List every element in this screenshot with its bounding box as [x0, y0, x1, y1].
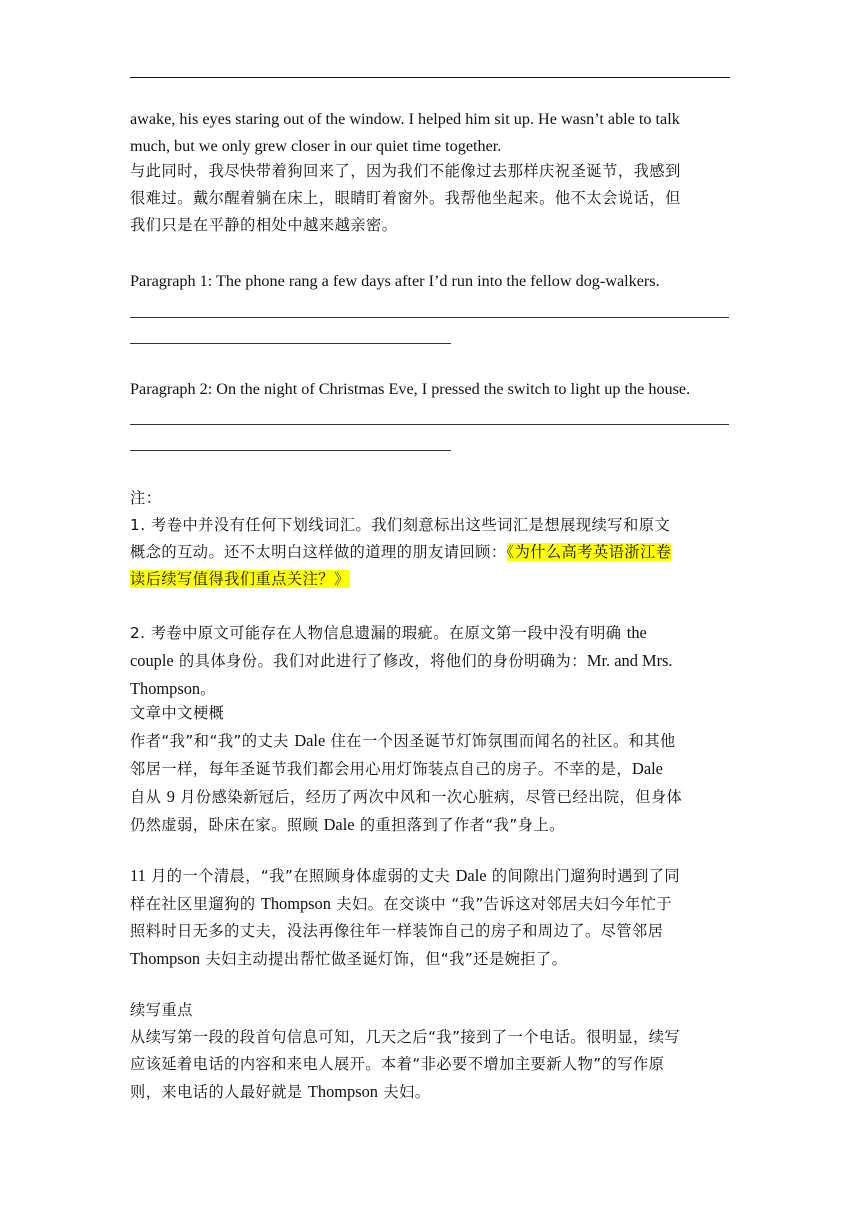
focus-line [130, 1078, 730, 1106]
summary-text-en: 9 [166, 787, 175, 806]
summary-line [130, 811, 730, 839]
notes-label: 注： [130, 489, 162, 507]
summary-line [130, 890, 730, 918]
notes-section [130, 485, 730, 593]
summary-line [130, 727, 730, 755]
story-en-line: awake, his eyes staring out of the window. I helped him sit up. He wasn’t able to talk [130, 110, 680, 128]
highlighted-link[interactable]: 《为什么高考英语浙江卷 [506, 543, 672, 561]
story-en-line: much, but we only grew closer in our quiet time together. [130, 137, 502, 155]
story-zh-line: 很难过。戴尔醒着躺在床上，眼睛盯着窗外。我帮他坐起来。他不太会说话，但 [130, 189, 681, 207]
summary-text-en: Dale [294, 731, 326, 750]
summary-text: 夫妇。在交谈中 “我”告诉这对邻居夫妇今年忙于 [330, 895, 673, 913]
note-text-en: couple [130, 651, 174, 670]
summary-text: 住在一个因圣诞节灯饰氛围而闻名的社区。和其他 [325, 732, 676, 750]
story-chinese [130, 158, 730, 239]
summary-text: 样在社区里遛狗的 [130, 895, 261, 913]
summary-line [130, 945, 730, 973]
summary-text-en: Dale [323, 815, 355, 834]
paragraph-2-prompt [130, 376, 730, 403]
summary-line: 照料时日无多的丈夫，没法再像往年一样装饰自己的房子和周边了。尽管邻居 [130, 922, 664, 940]
summary-text-en: Dale [632, 759, 663, 778]
note-text-en: the [626, 623, 647, 642]
note-1-line [130, 539, 730, 566]
summary-line [130, 783, 730, 811]
summary-text: 作者“我”和“我”的丈夫 [130, 732, 295, 750]
summary-text: 夫妇主动提出帮忙做圣诞灯饰，但“我”还是婉拒了。 [200, 950, 568, 968]
story-zh-line: 我们只是在平静的相处中越来越亲密。 [130, 216, 398, 234]
answer-line[interactable] [130, 343, 451, 344]
note-text: 概念的互动。还不太明白这样做的道理的朋友请回顾： [130, 543, 507, 561]
focus-text: 则，来电话的人最好就是 [130, 1083, 308, 1101]
note-2 [130, 619, 730, 703]
summary-heading: 文章中文梗概 [130, 704, 225, 722]
note-text: 。 [200, 680, 216, 698]
summary-line [130, 755, 730, 783]
summary-text-en: Thompson [130, 949, 201, 968]
focus-heading: 续写重点 [130, 1001, 193, 1019]
focus-line: 从续写第一段的段首句信息可知，几天之后“我”接到了一个电话。很明显，续写 [130, 1028, 681, 1046]
paragraph-2-text: Paragraph 2: On the night of Christmas Eve, I pressed the switch to light up the house. [130, 380, 691, 398]
note-text-en: Thompson [130, 679, 201, 698]
summary-paragraph-2 [130, 862, 730, 973]
note-1-line [130, 566, 730, 593]
summary-text-en: 11 [130, 866, 146, 885]
note-1-line: 1. 考卷中并没有任何下划线词汇。我们刻意标出这些词汇是想展现续写和原文 [130, 516, 671, 534]
note-text: 的具体身份。我们对此进行了修改，将他们的身份明确为： [173, 652, 587, 670]
paragraph-1-text: Paragraph 1: The phone rang a few days after I’d run into the fellow dog-walkers. [130, 272, 660, 290]
highlighted-link[interactable]: 读后续写值得我们重点关注？》 [130, 570, 350, 588]
summary-text: 的重担落到了作者“我”身上。 [354, 816, 565, 834]
note-text-en: Mr. and Mrs. [586, 651, 673, 670]
paragraph-1-prompt [130, 268, 730, 295]
answer-line[interactable] [130, 450, 451, 451]
summary-text: 月的一个清晨，“我”在照顾身体虚弱的丈夫 [145, 867, 456, 885]
summary-section [130, 700, 730, 839]
summary-text: 自从 [130, 788, 167, 806]
summary-text: 月份感染新冠后，经历了两次中风和一次心脏病，尽管已经出院，但身体 [174, 788, 683, 806]
answer-line[interactable] [130, 317, 729, 318]
note-2-line [130, 675, 730, 703]
summary-line [130, 862, 730, 890]
summary-text: 邻居一样，每年圣诞节我们都会用心用灯饰装点自己的房子。不幸的是， [130, 760, 632, 778]
summary-text: 仍然虚弱，卧床在家。照顾 [130, 816, 324, 834]
story-english [130, 106, 730, 160]
focus-text: 夫妇。 [378, 1083, 431, 1101]
focus-line: 应该延着电话的内容和来电人展开。本着“非必要不增加主要新人物”的写作原 [130, 1055, 665, 1073]
summary-text-en: Thompson [260, 894, 331, 913]
header-rule [130, 77, 730, 78]
note-2-line [130, 647, 730, 675]
focus-section [130, 997, 730, 1106]
focus-text-en: Thompson [307, 1082, 379, 1101]
note-2-line [130, 619, 730, 647]
note-text: 2. 考卷中原文可能存在人物信息遗漏的瑕疵。在原文第一段中没有明确 [130, 624, 627, 642]
answer-line[interactable] [130, 424, 729, 425]
story-zh-line: 与此同时，我尽快带着狗回来了，因为我们不能像过去那样庆祝圣诞节，我感到 [130, 162, 681, 180]
summary-text-en: Dale [455, 866, 487, 885]
summary-text: 的间隙出门遛狗时遇到了同 [486, 867, 681, 885]
